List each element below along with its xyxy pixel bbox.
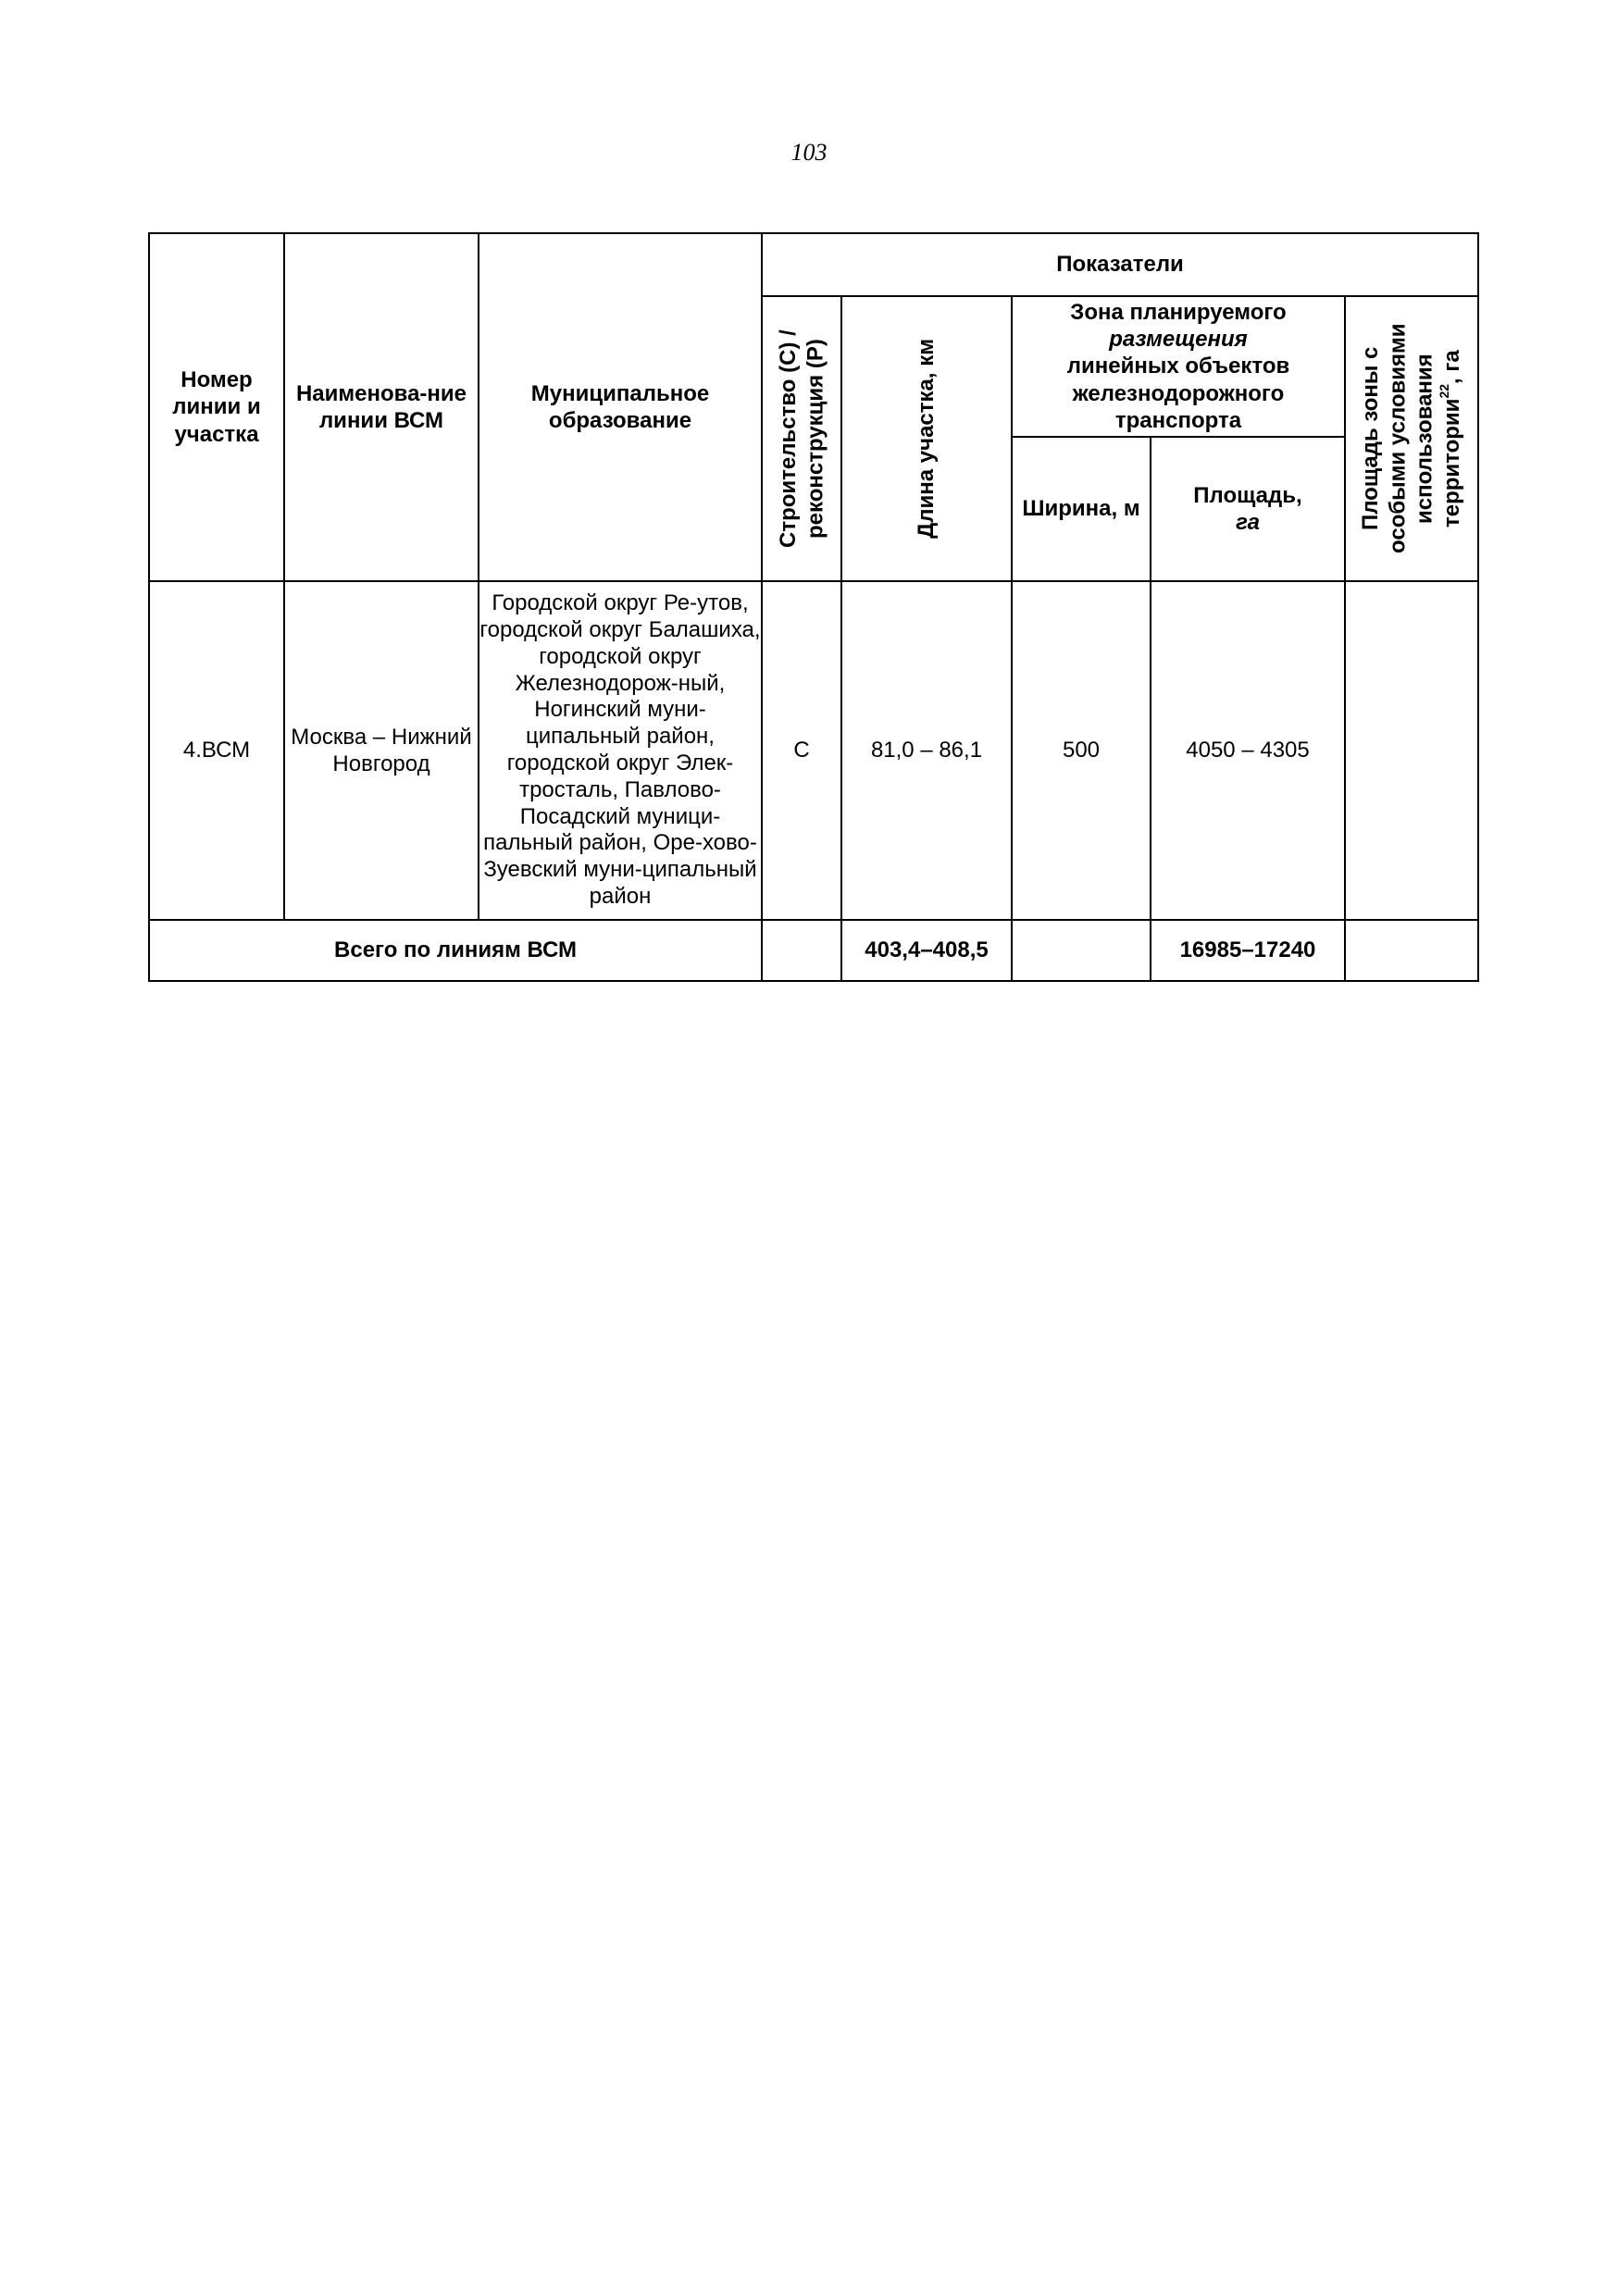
total-special-zone [1345, 920, 1478, 981]
header-indicators: Показатели [762, 233, 1478, 296]
total-area: 16985–17240 [1151, 920, 1345, 981]
row-municipality: Городской округ Ре-утов, городской округ Балашиха, городской округ Железнодорож-ный, Ногинский муни-ципальный район, городской округ Элек-тросталь, Павлово-Посадский муници-пальный район, Оре-хово-Зуевский муни-ципальный район [479, 581, 762, 920]
header-area-unit: га [1236, 510, 1260, 535]
header-length: Длина участка, км [914, 339, 940, 539]
header-zone [1012, 296, 1345, 437]
total-construction [762, 920, 841, 981]
header-construction-cell [762, 296, 841, 581]
header-special-zone [1357, 300, 1465, 577]
header-special-zone-cell [1345, 296, 1478, 581]
row-area: 4050 – 4305 [1151, 581, 1345, 920]
header-line-name: Наименова-ние линии ВСМ [284, 233, 479, 581]
header-width: Ширина, м [1012, 437, 1151, 581]
row-width: 500 [1012, 581, 1151, 920]
header-construction: Строительство (С) / реконструкция (Р) [775, 329, 828, 548]
total-length: 403,4–408,5 [841, 920, 1012, 981]
header-area [1151, 437, 1345, 581]
row-construction: С [762, 581, 841, 920]
total-label: Всего по линиям ВСМ [149, 920, 762, 981]
header-line-number: Номер линии и участка [149, 233, 284, 581]
header-special-zone-sup: 22 [1437, 383, 1452, 399]
row-special-zone [1345, 581, 1478, 920]
header-length-cell [841, 296, 1012, 581]
header-special-zone-main: Площадь зоны с особыми условиями использования территории [1358, 323, 1465, 554]
header-zone-line3: линейных объектов железнодорожного транспорта [1066, 354, 1290, 433]
row-line-name: Москва – Нижний Новгород [284, 581, 479, 920]
page-number: 103 [790, 139, 828, 166]
row-line-number: 4.ВСМ [149, 581, 284, 920]
indicators-table [148, 232, 1479, 982]
header-area-label: Площадь, [1193, 482, 1302, 508]
row-length: 81,0 – 86,1 [841, 581, 1012, 920]
header-special-zone-unit: , га [1439, 350, 1465, 384]
total-width [1012, 920, 1151, 981]
header-municipality: Муниципальное образование [479, 233, 762, 581]
header-zone-line1: Зона планируемого [1070, 299, 1287, 325]
header-zone-line2: размещения [1109, 327, 1248, 353]
